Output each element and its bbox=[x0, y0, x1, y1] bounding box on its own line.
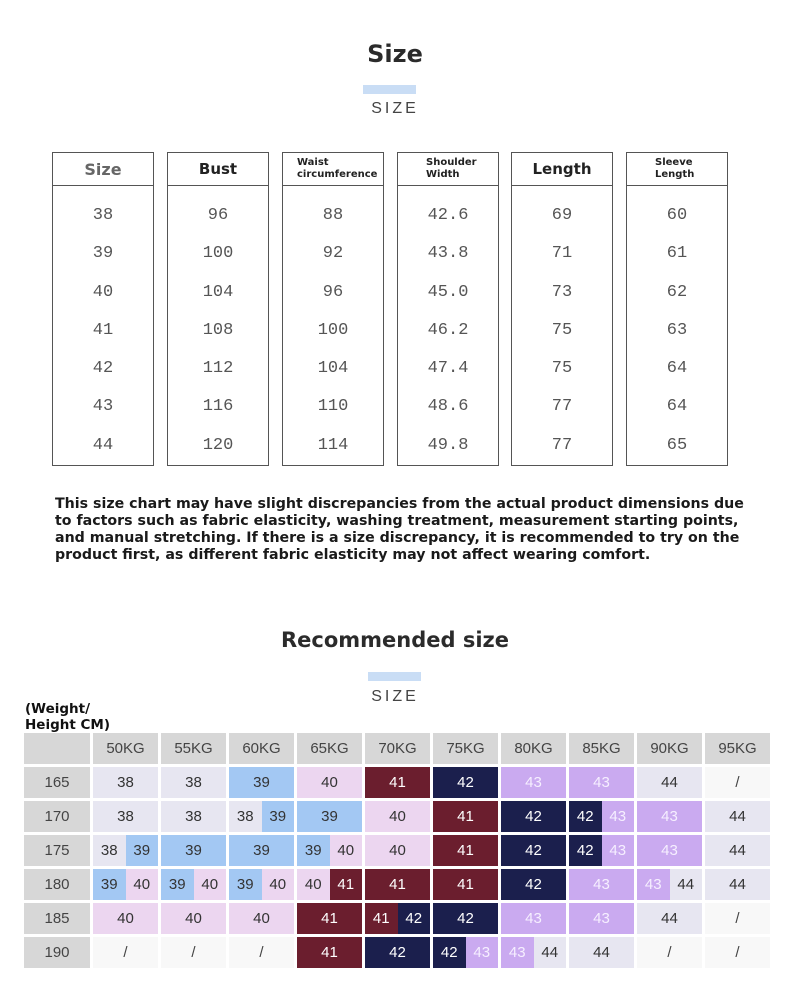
size-value: 44 bbox=[92, 435, 114, 455]
size-label: 85KG bbox=[569, 733, 634, 764]
size-label: 41 bbox=[365, 903, 398, 934]
weight-header-cell bbox=[229, 733, 294, 764]
size-cell bbox=[161, 767, 226, 798]
height-cell bbox=[24, 937, 90, 968]
size-value: 46.2 bbox=[427, 320, 469, 340]
header-line: circumference bbox=[297, 169, 378, 180]
size-cell bbox=[365, 903, 430, 934]
height-row bbox=[24, 869, 773, 900]
size-label: 39 bbox=[262, 801, 295, 832]
size-value: 96 bbox=[322, 282, 344, 302]
size-value: 42 bbox=[92, 359, 114, 379]
size-label: 50KG bbox=[93, 733, 158, 764]
size-label: 39 bbox=[126, 835, 159, 866]
sleeve-length-column bbox=[626, 152, 728, 466]
size-label: 38 bbox=[93, 767, 158, 798]
empty-cell bbox=[24, 733, 90, 764]
size-value: 96 bbox=[207, 206, 229, 225]
size-cell bbox=[433, 835, 498, 866]
size-value: 112 bbox=[202, 359, 234, 379]
size-label: 44 bbox=[534, 937, 567, 968]
size-cell bbox=[501, 835, 566, 866]
size-cell bbox=[705, 937, 770, 968]
size-label: 43 bbox=[466, 937, 499, 968]
height-cell bbox=[24, 801, 90, 832]
size-value: 62 bbox=[666, 282, 688, 302]
height-row bbox=[24, 903, 773, 934]
size-label: 42 bbox=[433, 903, 498, 934]
weight-header-cell bbox=[501, 733, 566, 764]
size-label: 42 bbox=[365, 937, 430, 968]
height-cell bbox=[24, 835, 90, 866]
size-title: Size bbox=[367, 40, 423, 68]
size-value: 77 bbox=[551, 435, 573, 455]
size-cell bbox=[161, 869, 226, 900]
size-cell bbox=[365, 869, 430, 900]
size-label: 40 bbox=[194, 869, 227, 900]
size-cell bbox=[297, 937, 362, 968]
size-label: 42 bbox=[398, 903, 431, 934]
size-label: 43 bbox=[501, 903, 566, 934]
size-label: 44 bbox=[637, 903, 702, 934]
size-cell bbox=[637, 835, 702, 866]
size-subtitle: SIZE bbox=[371, 100, 419, 117]
size-label: 41 bbox=[365, 767, 430, 798]
size-value: 60 bbox=[666, 206, 688, 225]
size-cell bbox=[433, 937, 498, 968]
column-header: Size bbox=[53, 153, 153, 186]
size-cell bbox=[569, 937, 634, 968]
height-cell bbox=[24, 767, 90, 798]
size-cell bbox=[161, 903, 226, 934]
size-cell bbox=[501, 937, 566, 968]
size-label: 43 bbox=[569, 869, 634, 900]
height-cell bbox=[24, 869, 90, 900]
size-value: 114 bbox=[317, 435, 349, 455]
size-cell bbox=[93, 869, 158, 900]
size-cell bbox=[297, 767, 362, 798]
size-label: 39 bbox=[297, 801, 362, 832]
size-value: 116 bbox=[202, 397, 234, 417]
size-cell bbox=[637, 937, 702, 968]
size-cell bbox=[161, 801, 226, 832]
size-cell bbox=[569, 767, 634, 798]
size-cell bbox=[637, 869, 702, 900]
size-label: 40 bbox=[365, 835, 430, 866]
size-cell bbox=[365, 767, 430, 798]
size-label: 39 bbox=[229, 767, 294, 798]
header-line: Sleeve bbox=[655, 157, 693, 168]
size-cell bbox=[161, 937, 226, 968]
size-label: 38 bbox=[229, 801, 262, 832]
size-label: 43 bbox=[501, 767, 566, 798]
size-cell bbox=[705, 835, 770, 866]
size-label: 55KG bbox=[161, 733, 226, 764]
size-label: 43 bbox=[602, 835, 635, 866]
size-value: 49.8 bbox=[427, 435, 469, 455]
size-label: 185 bbox=[24, 903, 90, 934]
size-label: 38 bbox=[93, 801, 158, 832]
axis-label-line: (Weight/ bbox=[25, 701, 91, 717]
size-label: 41 bbox=[433, 801, 498, 832]
size-label: 39 bbox=[229, 835, 294, 866]
size-value: 73 bbox=[551, 282, 573, 302]
size-label: 41 bbox=[297, 937, 362, 968]
weight-header-cell bbox=[433, 733, 498, 764]
size-label: 90KG bbox=[637, 733, 702, 764]
size-column bbox=[52, 152, 154, 466]
shoulder-width-column bbox=[397, 152, 499, 466]
size-label: 39 bbox=[229, 869, 262, 900]
size-cell bbox=[297, 903, 362, 934]
weight-header-cell bbox=[637, 733, 702, 764]
size-label: / bbox=[229, 937, 294, 968]
size-label: 42 bbox=[501, 835, 566, 866]
height-row bbox=[24, 937, 773, 968]
size-value: 43 bbox=[92, 397, 114, 417]
size-cell bbox=[569, 835, 634, 866]
size-value: 43.8 bbox=[427, 244, 469, 264]
size-label: 190 bbox=[24, 937, 90, 968]
waist-column bbox=[282, 152, 384, 466]
size-cell bbox=[229, 903, 294, 934]
column-header bbox=[627, 153, 727, 186]
size-label: 40 bbox=[297, 869, 330, 900]
size-label: 41 bbox=[297, 903, 362, 934]
size-label: 42 bbox=[569, 801, 602, 832]
column-header: Length bbox=[512, 153, 612, 186]
size-label: 42 bbox=[569, 835, 602, 866]
size-value: 41 bbox=[92, 320, 114, 340]
size-label: / bbox=[161, 937, 226, 968]
size-cell bbox=[297, 835, 362, 866]
size-label: 41 bbox=[433, 869, 498, 900]
size-cell bbox=[365, 801, 430, 832]
size-label: 41 bbox=[433, 835, 498, 866]
axis-label bbox=[25, 701, 110, 733]
size-value: 48.6 bbox=[427, 397, 469, 417]
size-label: 39 bbox=[161, 869, 194, 900]
size-value: 42.6 bbox=[427, 206, 469, 225]
size-value: 61 bbox=[666, 244, 688, 264]
size-label: 43 bbox=[637, 835, 702, 866]
size-label: 41 bbox=[365, 869, 430, 900]
header-corner-cell bbox=[24, 733, 90, 764]
length-column bbox=[511, 152, 613, 466]
size-cell bbox=[569, 801, 634, 832]
size-label: 40 bbox=[262, 869, 295, 900]
size-label: 42 bbox=[433, 767, 498, 798]
size-cell bbox=[229, 835, 294, 866]
size-cell bbox=[297, 869, 362, 900]
size-cell bbox=[501, 801, 566, 832]
weight-header-cell bbox=[93, 733, 158, 764]
size-value: 47.4 bbox=[427, 359, 469, 379]
size-cell bbox=[93, 801, 158, 832]
size-label: 39 bbox=[297, 835, 330, 866]
column-header: Bust bbox=[168, 153, 268, 186]
size-value: 108 bbox=[202, 320, 234, 340]
size-label: 40 bbox=[330, 835, 363, 866]
size-label: 170 bbox=[24, 801, 90, 832]
size-label: 40 bbox=[126, 869, 159, 900]
weight-header-cell bbox=[569, 733, 634, 764]
size-label: 80KG bbox=[501, 733, 566, 764]
weight-header-cell bbox=[705, 733, 770, 764]
size-label: 40 bbox=[297, 767, 362, 798]
size-cell bbox=[93, 767, 158, 798]
size-cell bbox=[365, 937, 430, 968]
size-label: 42 bbox=[501, 801, 566, 832]
size-label: 44 bbox=[637, 767, 702, 798]
weight-header-row bbox=[24, 733, 773, 764]
size-cell bbox=[229, 767, 294, 798]
size-value: 77 bbox=[551, 397, 573, 417]
size-label: / bbox=[705, 937, 770, 968]
size-cell bbox=[433, 767, 498, 798]
height-row bbox=[24, 801, 773, 832]
size-cell bbox=[705, 767, 770, 798]
size-label: 95KG bbox=[705, 733, 770, 764]
size-label: 44 bbox=[705, 869, 770, 900]
header-line: Shoulder bbox=[426, 157, 477, 168]
size-cell bbox=[433, 903, 498, 934]
size-value: 69 bbox=[551, 206, 573, 225]
size-cell bbox=[569, 869, 634, 900]
size-label: 65KG bbox=[297, 733, 362, 764]
size-cell bbox=[569, 903, 634, 934]
axis-label-line: Height CM) bbox=[25, 717, 111, 733]
size-label: 43 bbox=[637, 869, 670, 900]
size-disclaimer: This size chart may have slight discrepancies from the actual product dimensions due to factors such as fabric elasticity, washing treatment, measurement starting points, and manual stretching. If there is a size discrepancy, it is recommended to try on the product first, as different fabric elasticity may not affect wearing comfort. bbox=[55, 496, 744, 563]
size-cell bbox=[637, 903, 702, 934]
size-label: 40 bbox=[161, 903, 226, 934]
size-cell bbox=[501, 767, 566, 798]
size-value: 100 bbox=[317, 320, 349, 340]
size-value: 120 bbox=[202, 435, 234, 455]
size-value: 39 bbox=[92, 244, 114, 264]
size-label: 39 bbox=[93, 869, 126, 900]
size-value: 75 bbox=[551, 359, 573, 379]
size-label: 41 bbox=[330, 869, 363, 900]
size-label: 44 bbox=[705, 801, 770, 832]
recommended-size-grid bbox=[24, 733, 773, 971]
size-cell bbox=[229, 801, 294, 832]
size-value: 104 bbox=[317, 359, 349, 379]
size-label: 44 bbox=[705, 835, 770, 866]
size-label: / bbox=[637, 937, 702, 968]
recommended-subtitle: SIZE bbox=[371, 688, 419, 705]
size-value: 75 bbox=[551, 320, 573, 340]
size-cell bbox=[365, 835, 430, 866]
size-cell bbox=[93, 937, 158, 968]
size-cell bbox=[501, 869, 566, 900]
size-label: 38 bbox=[93, 835, 126, 866]
size-value: 64 bbox=[666, 359, 688, 379]
size-label: 38 bbox=[161, 801, 226, 832]
height-cell bbox=[24, 903, 90, 934]
size-value: 45.0 bbox=[427, 282, 469, 302]
size-cell bbox=[501, 903, 566, 934]
size-value: 110 bbox=[317, 397, 349, 417]
title-accent-bar bbox=[368, 672, 421, 681]
size-cell bbox=[433, 869, 498, 900]
height-row bbox=[24, 835, 773, 866]
size-value: 64 bbox=[666, 397, 688, 417]
size-cell bbox=[637, 767, 702, 798]
size-cell bbox=[705, 869, 770, 900]
size-value: 104 bbox=[202, 282, 234, 302]
size-value: 88 bbox=[322, 206, 344, 225]
weight-header-cell bbox=[297, 733, 362, 764]
size-label: 43 bbox=[569, 767, 634, 798]
size-label: 40 bbox=[229, 903, 294, 934]
size-cell bbox=[93, 903, 158, 934]
size-label: 40 bbox=[93, 903, 158, 934]
size-label: 38 bbox=[161, 767, 226, 798]
size-cell bbox=[705, 801, 770, 832]
size-cell bbox=[93, 835, 158, 866]
size-cell bbox=[705, 903, 770, 934]
size-value: 63 bbox=[666, 320, 688, 340]
size-label: 40 bbox=[365, 801, 430, 832]
size-cell bbox=[433, 801, 498, 832]
size-cell bbox=[229, 869, 294, 900]
size-label: 43 bbox=[569, 903, 634, 934]
column-header bbox=[398, 153, 498, 186]
size-label: / bbox=[705, 903, 770, 934]
size-cell bbox=[637, 801, 702, 832]
size-label: 43 bbox=[637, 801, 702, 832]
column-header bbox=[283, 153, 383, 186]
size-label: 75KG bbox=[433, 733, 498, 764]
size-cell bbox=[229, 937, 294, 968]
size-value: 71 bbox=[551, 244, 573, 264]
size-value: 40 bbox=[92, 282, 114, 302]
weight-header-cell bbox=[161, 733, 226, 764]
size-label: 42 bbox=[433, 937, 466, 968]
recommended-title: Recommended size bbox=[280, 628, 510, 652]
size-value: 38 bbox=[92, 206, 114, 225]
size-label: 44 bbox=[569, 937, 634, 968]
size-label: 43 bbox=[602, 801, 635, 832]
header-line: Length bbox=[655, 169, 695, 180]
size-label: / bbox=[93, 937, 158, 968]
size-label: 39 bbox=[161, 835, 226, 866]
weight-header-cell bbox=[365, 733, 430, 764]
size-label: 42 bbox=[501, 869, 566, 900]
size-value: 65 bbox=[666, 435, 688, 455]
size-cell bbox=[297, 801, 362, 832]
size-label: 44 bbox=[670, 869, 703, 900]
header-line: Width bbox=[426, 169, 460, 180]
size-label: 175 bbox=[24, 835, 90, 866]
size-label: 180 bbox=[24, 869, 90, 900]
size-label: 43 bbox=[501, 937, 534, 968]
size-label: 70KG bbox=[365, 733, 430, 764]
bust-column bbox=[167, 152, 269, 466]
size-label: 60KG bbox=[229, 733, 294, 764]
title-accent-bar bbox=[363, 85, 416, 94]
height-row bbox=[24, 767, 773, 798]
size-value: 100 bbox=[202, 244, 234, 264]
size-value: 92 bbox=[322, 244, 344, 264]
size-label: 165 bbox=[24, 767, 90, 798]
size-cell bbox=[161, 835, 226, 866]
size-label: / bbox=[705, 767, 770, 798]
header-line: Waist bbox=[297, 157, 329, 168]
